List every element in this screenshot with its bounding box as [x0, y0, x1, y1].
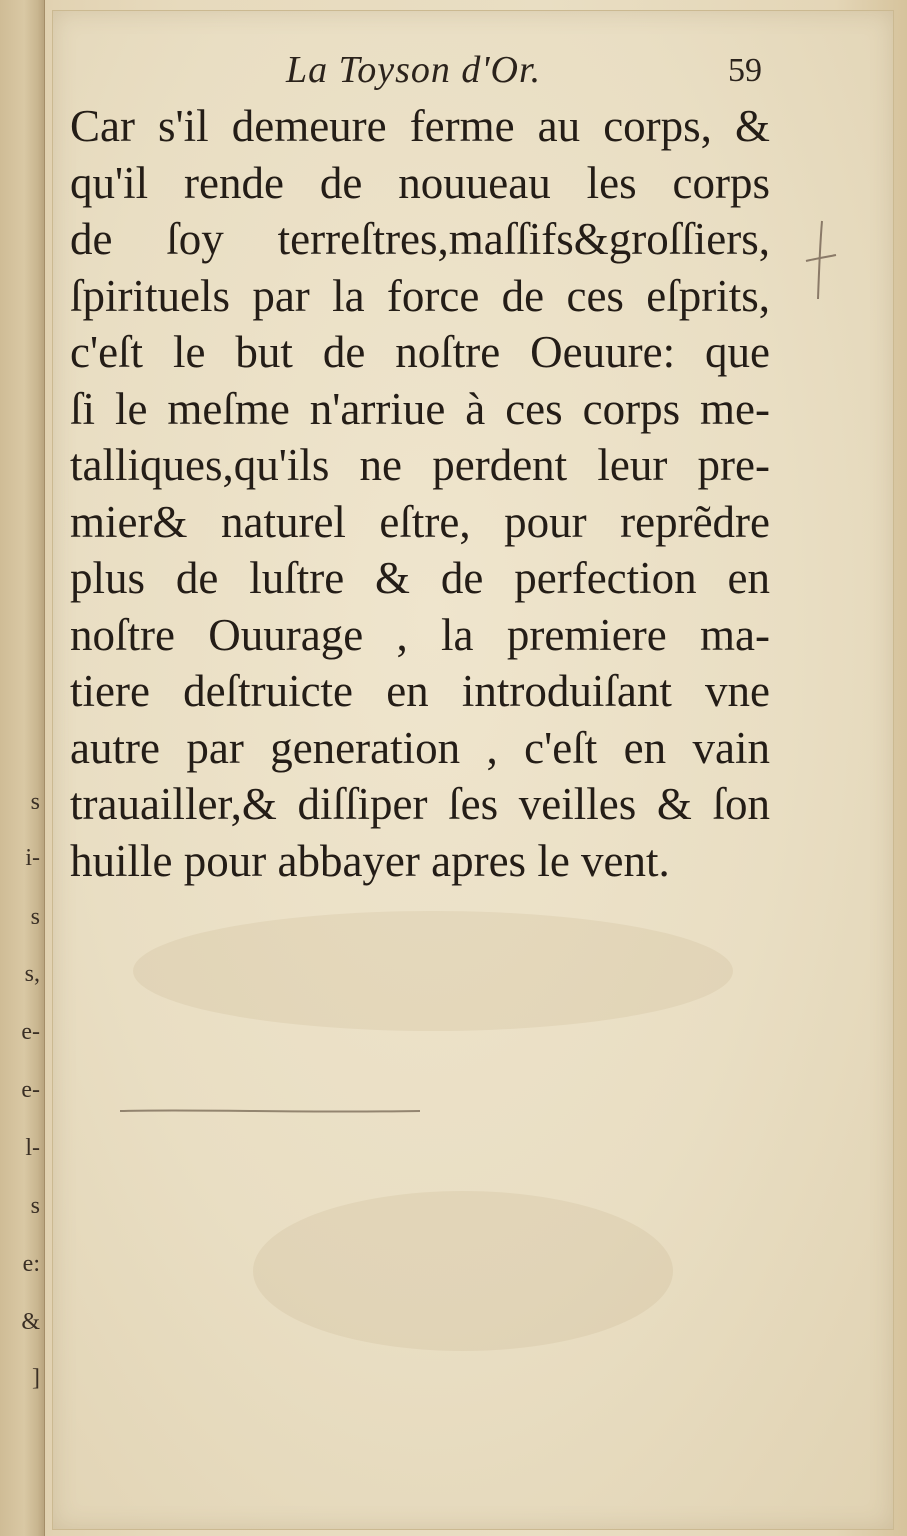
page-number: 59	[728, 52, 762, 89]
adjacent-fragment: e-	[21, 1077, 40, 1103]
body-text	[70, 98, 770, 889]
text-line: qu'il rende de nouueau les corps	[70, 157, 770, 208]
text-line: tiere deſtruicte en introduiſant vne	[70, 666, 770, 716]
adjacent-fragment: &	[21, 1309, 40, 1335]
running-title: La Toyson d'Or.	[286, 49, 542, 91]
text-line: autre par generation , c'eſt en vain	[70, 722, 770, 773]
paper-stain	[133, 911, 733, 1031]
adjacent-fragment: e-	[21, 1019, 40, 1045]
adjacent-fragment: s	[30, 789, 40, 815]
adjacent-page-edge	[0, 0, 45, 1536]
adjacent-fragment: e:	[22, 1251, 40, 1277]
adjacent-fragment: s,	[24, 961, 40, 987]
text-line: c'eſt le but de noſtre Oeuure: que	[70, 327, 770, 377]
pencil-cross-mark	[800, 215, 840, 305]
text-line: ſpirituels par la force de ces eſprits,	[70, 270, 770, 321]
bleed-through-text	[80, 1110, 800, 1430]
running-header	[52, 44, 892, 94]
text-line: huille pour abbayer apres le vent.	[70, 835, 670, 886]
adjacent-fragment: ]	[32, 1365, 40, 1391]
adjacent-fragment: s	[30, 904, 40, 930]
text-line: trauailler,& diſſiper ſes veilles & ſon	[70, 779, 770, 829]
text-line: noſtre Ouurage , la premiere ma-	[70, 609, 770, 660]
adjacent-fragment: s	[30, 1193, 40, 1219]
text-line: plus de luſtre & de perfection en	[70, 553, 770, 603]
text-line: talliques,qu'ils ne perdent leur pre-	[70, 440, 770, 490]
adjacent-fragment: i-	[25, 845, 40, 871]
text-line: mier& naturel eſtre, pour reprẽdre	[70, 496, 770, 547]
text-line: de ſoy terreſtres,maſſifs&groſſiers,	[70, 214, 770, 264]
text-line: ſi le meſme n'arriue à ces corps me-	[70, 383, 770, 434]
adjacent-fragment: l-	[25, 1135, 40, 1161]
text-line: Car s'il demeure ferme au corps, &	[70, 101, 770, 151]
